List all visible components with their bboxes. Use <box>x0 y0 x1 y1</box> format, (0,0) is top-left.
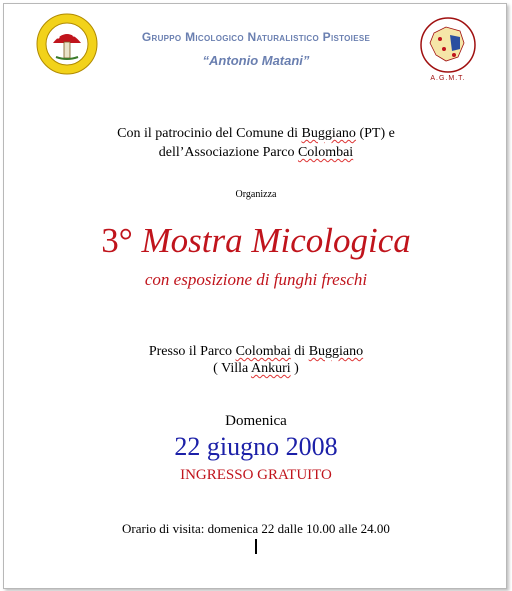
event-location <box>0 343 512 377</box>
location-prefix: Presso il Parco <box>148 344 236 359</box>
visiting-hours: Orario di visita: domenica 22 dalle 10.00 alle 24.00 <box>122 521 390 536</box>
location-mid: di <box>290 344 309 359</box>
location-line-2 <box>0 360 512 377</box>
patronage-line-2 <box>0 143 512 162</box>
document-page <box>3 3 507 589</box>
organizza-label: Organizza <box>235 189 277 200</box>
organization-name: Gruppo Micologico Naturalistico Pistoiese <box>141 30 371 44</box>
location-line-1 <box>0 343 512 360</box>
event-edition-number: 3° <box>101 221 133 260</box>
event-subtitle: con esposizione di funghi freschi <box>144 270 368 289</box>
patronage-line-2-prefix: dell’Associazione Parco <box>158 145 298 160</box>
patronage-place-colombai: Colombai <box>297 145 354 160</box>
location-place-colombai: Colombai <box>235 344 291 359</box>
agmt-logo-right <box>416 15 480 85</box>
patronage-place-buggiano: Buggiano <box>301 126 356 141</box>
text-cursor <box>255 539 257 554</box>
agmt-logo-label: A.G.M.T. <box>430 75 466 82</box>
villa-suffix: ) <box>290 361 299 376</box>
event-date: 22 giugno 2008 <box>174 432 338 461</box>
villa-prefix: ( Villa <box>213 361 251 376</box>
admission-notice: INGRESSO GRATUITO <box>180 467 332 483</box>
event-title-text: Mostra Micologica <box>132 221 411 260</box>
association-logo-left <box>36 13 98 75</box>
event-day: Domenica <box>225 413 287 429</box>
villa-name: Ankuri <box>250 361 291 376</box>
patronage-line-1-suffix: (PT) e <box>355 126 395 141</box>
patronage-line-1 <box>0 124 512 143</box>
event-title <box>0 221 512 261</box>
location-place-buggiano: Buggiano <box>308 344 364 359</box>
patronage-line-1-prefix: Con il patrocinio del Comune di <box>117 126 302 141</box>
mushroom-seal-icon <box>36 13 98 75</box>
dedication-name: “Antonio Matani” <box>202 53 310 68</box>
patronage-text <box>0 124 512 162</box>
